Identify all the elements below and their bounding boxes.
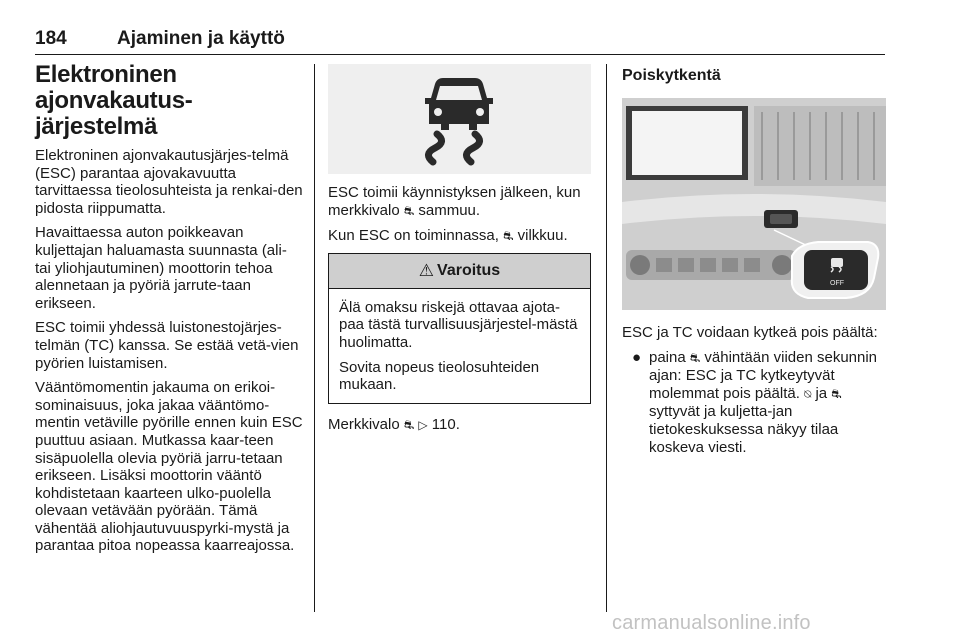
paragraph: ESC toimii käynnistyksen jälkeen, kun merkkivalo ⛐ sammuu. [328,184,581,219]
page-header [35,26,885,55]
warning-body [329,289,590,403]
column-2 [328,64,591,441]
column-divider-1 [314,64,315,612]
paragraph: Kun ESC on toiminnassa, ⛐ vilkkuu. [328,227,568,245]
chapter-title: Ajaminen ja käyttö [117,28,285,49]
skid-car-icon: ⛐ [503,229,514,244]
skid-car-icon [413,74,505,166]
column-1 [35,62,303,562]
paragraph: ESC ja TC voidaan kytkeä pois päältä: [622,324,878,341]
section-heading: Elektroninen ajonvakautus-järjestelmä [35,61,193,140]
page-number: 184 [35,28,67,49]
column-divider-2 [606,64,607,612]
watermark: carmanualsonline.info [612,612,811,634]
warning-box [328,253,591,404]
esc-off-button-icon: ⛐ [831,386,842,401]
page-reference: Merkkivalo ⛐ ▷ 110. [328,415,460,433]
paragraph: ESC toimii yhdessä luistonestojärjes-telmän (TC) kanssa. Se estää vetä-vien pyörien luistamisen. [35,319,299,372]
skid-car-icon: ⛐ [403,203,415,218]
warning-triangle-icon: ⚠ [418,260,435,280]
bullet-dot-icon: ● [632,348,642,366]
off-label: OFF [830,280,844,287]
paragraph: Elektroninen ajonvakautusjärjes-telmä (ESC) parantaa ajovakavuutta tarvittaessa tieolosuhteista ja renkai-den pidosta riippumatta. [35,147,303,217]
skid-car-icon: ⛐ [403,417,415,432]
warning-title: Varoitus [437,261,501,279]
esc-symbol-figure [328,64,591,174]
warning-text: Älä omaksu riskejä ottavaa ajota-paa tästä turvallisuusjärjestel-mästä huolimatta. [339,298,578,351]
column-3 [622,64,886,463]
list-item: ● paina ⛐ vähintään viiden sekunnin ajan: ESC ja TC kytkeytyvät molemmat pois päältä. ⍉ ja ⛐ syttyvät ja kuljetta-jan tietokeskuksessa näkyy tilaa koskeva viesti. [632,348,878,456]
warning-text: Sovita nopeus tieolosuhteiden mukaan. [339,358,540,394]
warning-header [329,254,590,289]
page-ref-arrow-icon: ▷ [418,417,428,432]
subsection-heading: Poiskytkentä [622,67,721,84]
paragraph: Havaittaessa auton poikkeavan kuljettajan haluamasta suunnasta (ali- tai yliohjautuminen) moottorin tehoa alennetaan ja pyöriä jarrute-taan erikseen. [35,224,287,312]
tc-off-icon: ⍉ [804,386,812,401]
dashboard-photo [622,98,886,310]
esc-off-button-icon: ⛐ [689,350,701,365]
paragraph: Vääntömomentin jakauma on erikoi-sominaisuus, joka jakaa vääntömo-mentin vetäville pyörille ennen kuin ESC puuttuu asiaan. Mutkassa kaar-teen sisäpuolella olevia pyöriä jarru-tetaan erikseen. Lisäksi moottorin vääntö kohdistetaan kaarteen ulko-puolella olevaan vetävään pyörään. Tämä vähentää aliohjautuvuuspyrki-mystä ja parantaa pitoa nopeassa kaarreajossa. [35,379,303,555]
dashboard-illustration [622,98,886,310]
